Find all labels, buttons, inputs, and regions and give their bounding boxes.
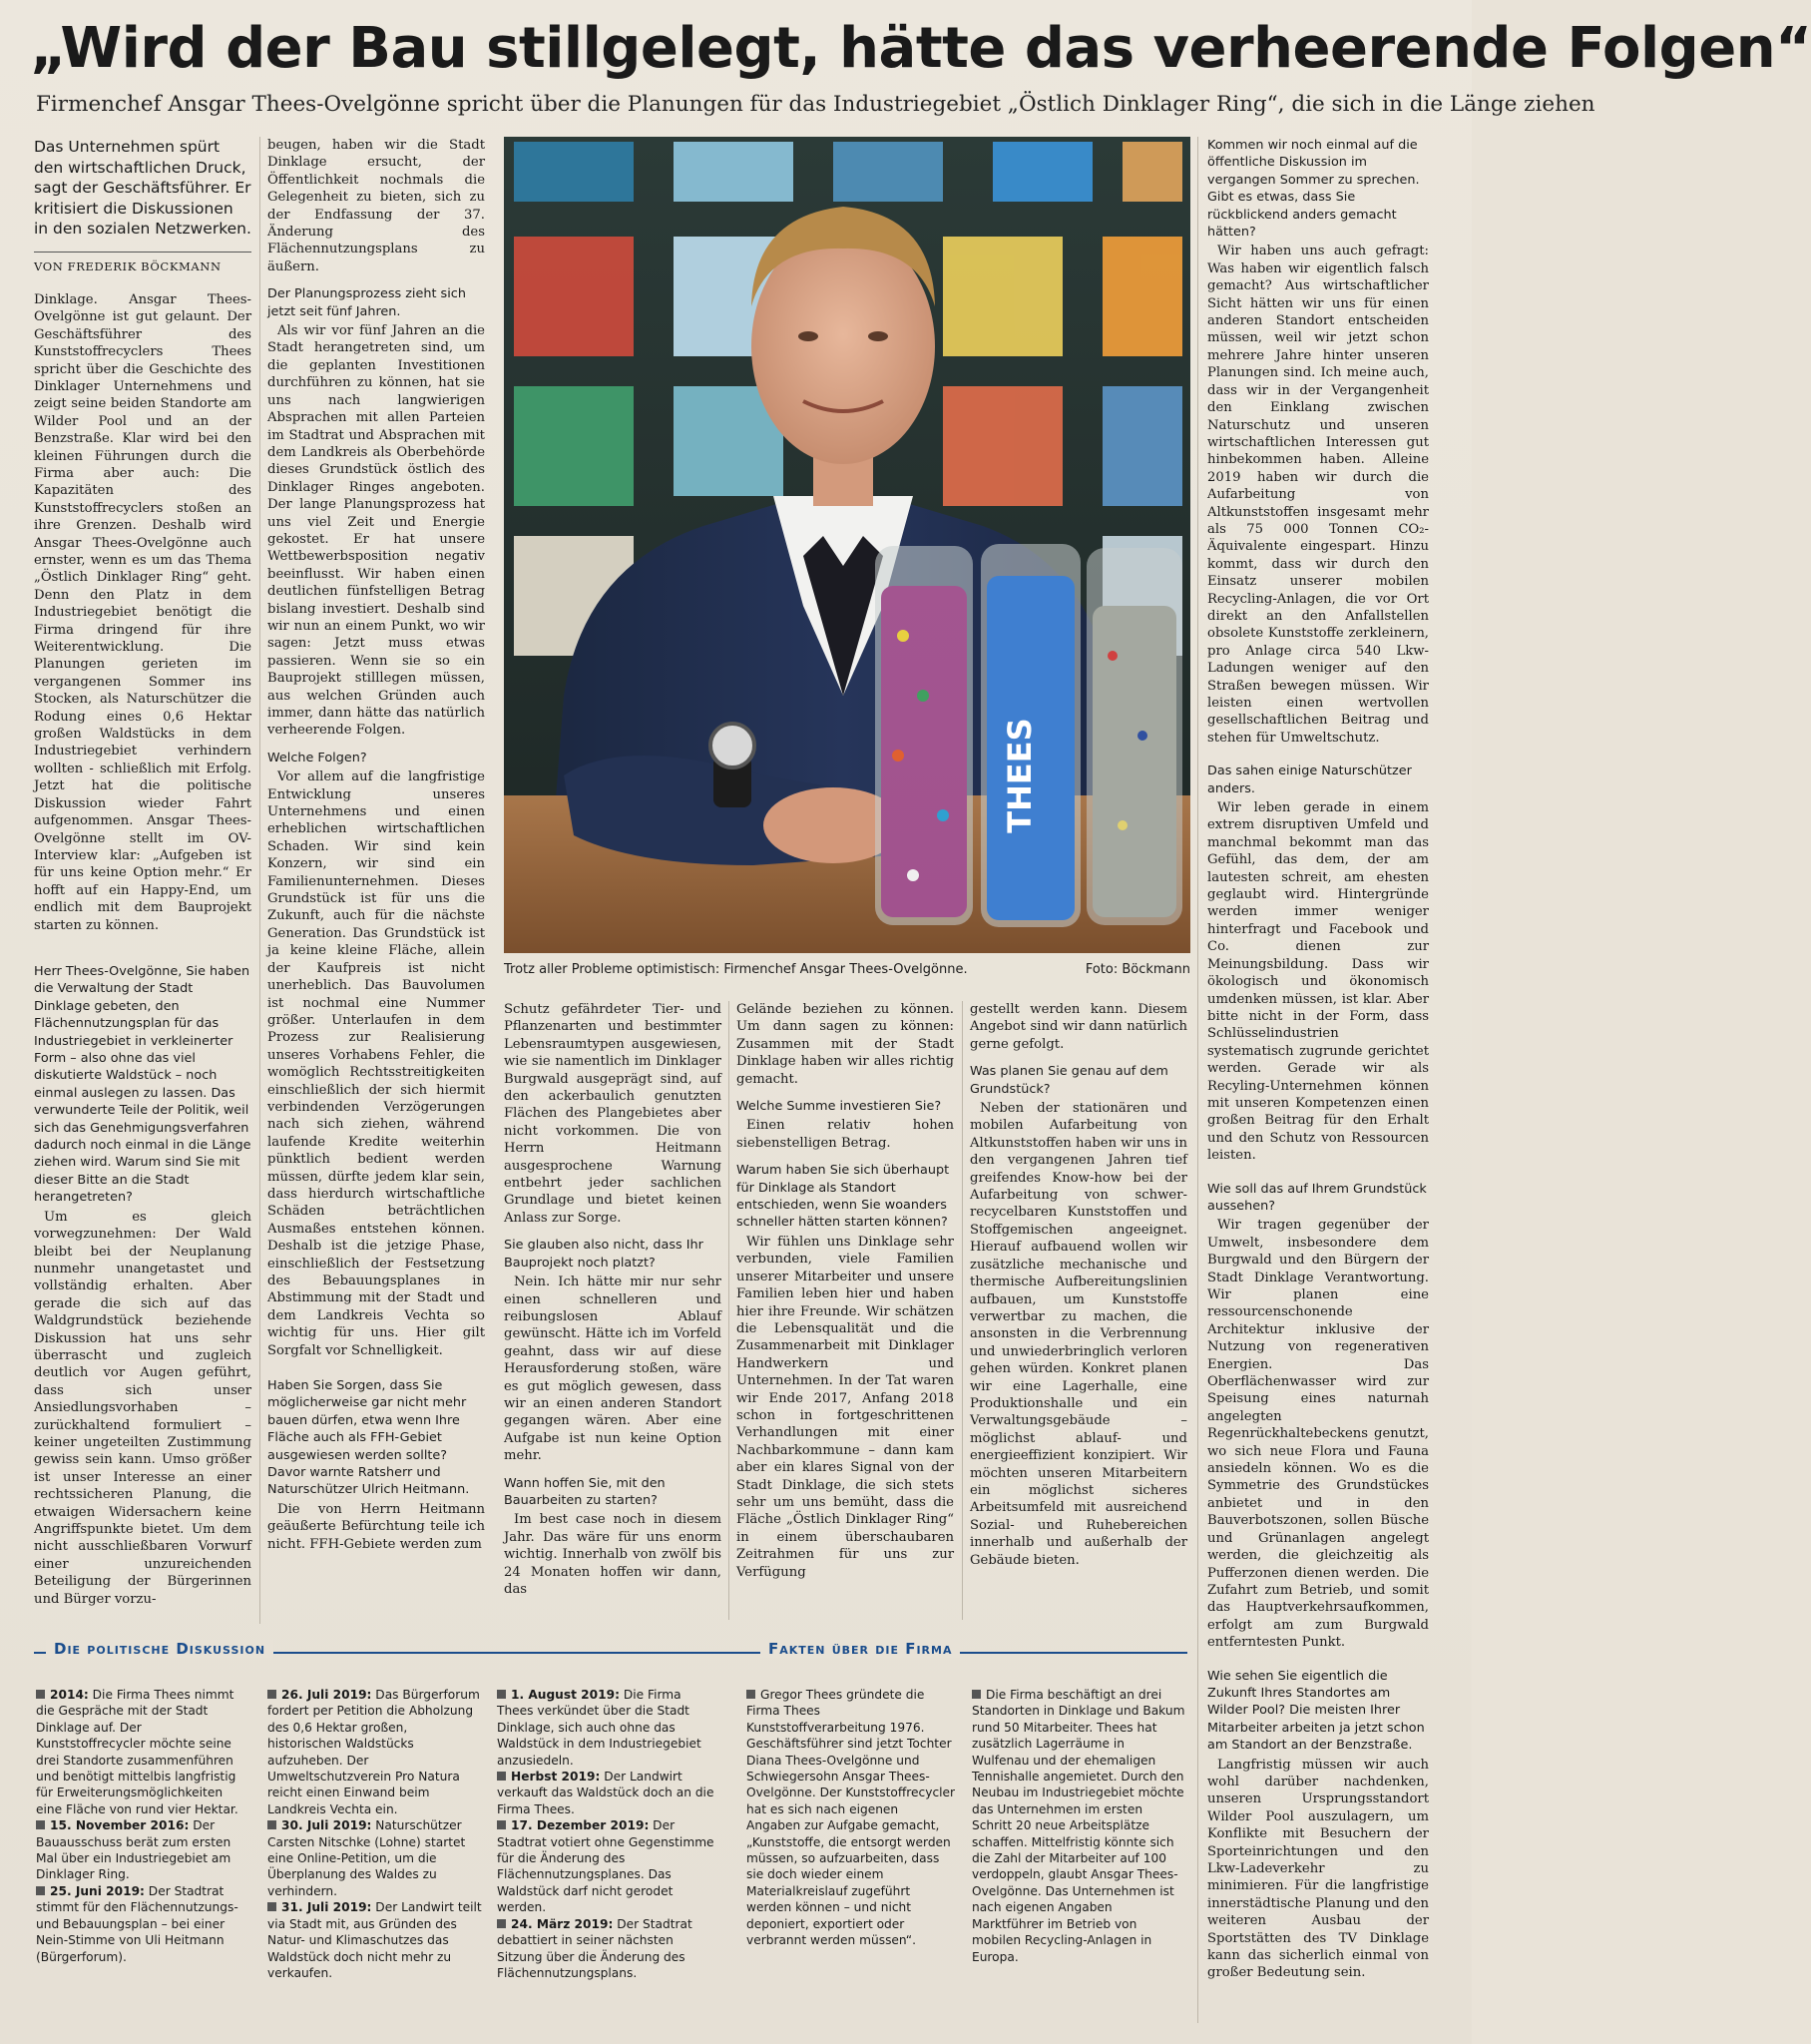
answer: Wir leben gerade in einem extrem disruptiven Umfeld und manchmal bekommt man das Gefühl, das dem, der am lautesten schreit, am ehesten geglaubt wird. Hintergründe werden immer weniger hinterfragt und Facebook und Co. dienen zur Meinungsbildung. Dass wir ökologisch und ökonomisch umdenken müssen, ist klar. Aber bitte nicht in der Form, dass Schlüsselindustrien systematisch zugrunde gerichtet werden. Gerade wir als Recyling-Unternehmen können mit unseren Kompetenzen einen großen Beitrag für den Erhalt und den Schutz von Ressourcen leisten. [1207, 800, 1429, 1164]
intro-paragraph: Dinklage. Ansgar Thees-Ovelgönne ist gut gelaunt. Der Geschäftsführer des Kunststoffrecyclers Thees spricht über die Geschichte des Dinklager Unternehmens und zeigt seine beiden Standorte am Wilder Pool und an der Benzstraße. Klar wird bei den kleinen Führungen durch die Firma aber auch: Die Kapazitäten des Kunststoffrecyclers stoßen an ihre Grenzen. Deshalb wird Ansgar Thees-Ovelgönne auch ernster, wenn es um das Thema „Östlich Dinklager Ring“ geht. Denn den Platz in dem Industriegebiet benötigt die Firma dringend für ihre Weiterentwicklung. Die Planungen gerieten im vergangenen Sommer ins Stocken, als Naturschützer die Rodung eines 0,6 Hektar großen Waldstücks in dem Industriegebiet verhindern wollten - schließlich mit Erfolg. Jetzt hat die politische Diskussion wieder Fahrt aufgenommen. Ansgar Thees-Ovelgönne stellt im OV-Interview klar: „Aufgeben ist für uns keine Option mehr.“ Er hofft auf ein Happy-End, um endlich mit dem Bauprojekt starten zu können. [34, 291, 251, 933]
recycling-bottles [875, 544, 1182, 927]
question: Haben Sie Sorgen, dass Sie möglicherweise gar nicht mehr bauen dürfen, etwa wenn Ihre Fläche auch als FFH-Gebiet ausgewiesen werden sollte? Davor warnte Ratsherr und Naturschützer Ulrich Heitmann. [267, 1378, 470, 1498]
timeline-column-2 [267, 1687, 482, 2031]
column-1 [34, 137, 251, 955]
answer: Im best case noch in diesem Jahr. Das wäre für uns enorm wichtig. Innerhalb von zwölf bis 24 Monaten hoffen wir dann, das [504, 1512, 721, 1597]
answer: Vor allem auf die langfristige Entwicklung unseres Unternehmens und einen erheblichen wirtschaftlichen Schaden. Wir sind kein Konzern, wir sind ein Familienunternehmen. Dieses Grundstück ist für uns die Zukunft, auch für die nächste Generation. Das Grundstück ist ja keine kleine Fläche, allein der Kaufpreis ist nicht unerheblich. Das Bauvolumen ist nochmal eine Nummer größer. Unterlaufen in dem Prozess zur Realisierung unseres Vorhabens Fehler, die womöglich Rechtsstreitigkeiten einschließlich der sich hiermit verbindenden Verzögerungen nach sich ziehen, während laufende Kredite weiterhin pünktlich bedient werden müssen, dürfte jedem klar sein, dass hierdurch wirtschaftliche Schäden beträchtlichen Ausmaßes entstehen können. Deshalb ist die jetzige Phase, einschließlich der Festsetzung des Bebauungsplanes in Abstimmung mit der Stadt und dem Landkreis Vechta so wichtig für uns. Hier gilt Sorgfalt vor Schnelligkeit. [267, 769, 485, 1358]
facts-text: Die Firma beschäftigt an drei Standorten in Dinklage und Bakum rund 50 Mitarbeiter. Thees hat zusätzlich Lagerräume in Wulfenau und der ehemaligen Tennishalle angemietet. Durch den Neubau im Industriegebiet möchte das Unternehmen im ersten Schritt 20 neue Arbeitsplätze schaffen. Mittelfristig könnte sich die Zahl der Mitarbeiter auf 100 verdoppeln, glaubt Ansgar Thees-Ovelgönne. Das Unternehmen ist nach eigenen Angaben Marktführer im Betrieb von mobilen Recycling-Anlagen in Europa. [972, 1688, 1185, 1964]
photo-illustration [504, 137, 1190, 953]
timeline-item: 2014: Die Firma Thees nimmt die Gespräche mit der Stadt Dinklage auf. Der Kunststoffrecycler möchte seine drei Standorte zusammenführen und benötigt mittelbis langfristig für Erweiterungsmöglichkeiten eine Fläche von rund vier Hektar. [36, 1688, 238, 1816]
answer: Nein. Ich hätte mir nur sehr einen schnelleren und reibungslosen Ablauf gewünscht. Hätte ich im Vorfeld geahnt, dass wir auf diese Herausforderung stoßen, wäre es gut möglich gewesen, dass wir an einen anderen Standort gegangen wären. Aber eine Aufgabe ist nun keine Option mehr. [504, 1275, 721, 1464]
column-4 [736, 1001, 954, 1622]
paragraph: Gelände beziehen zu können. Um dann sagen zu können: Zusammen mit der Stadt Dinklage haben wir alles richtig gemacht. [736, 1002, 954, 1087]
bullet-square-icon [267, 1820, 276, 1829]
column-5 [970, 1001, 1187, 1622]
timeline-item: 15. November 2016: Der Bauausschuss berät zum ersten Mal über ein Industriegebiet am Dinklager Ring. [36, 1818, 231, 1882]
timeline-item: 24. März 2019: Der Stadtrat debattiert in seiner nächsten Sitzung über die Änderung des Flächennutzungsplans. [497, 1916, 692, 1980]
bullet-square-icon [497, 1772, 506, 1781]
bullet-square-icon [497, 1820, 506, 1829]
bullet-square-icon [267, 1690, 276, 1699]
byline: VON FREDERIK BÖCKMANN [34, 252, 251, 275]
question: Sie glauben also nicht, dass Ihr Bauprojekt noch platzt? [504, 1238, 703, 1271]
timeline-item: 1. August 2019: Die Firma Thees verkündet über die Stadt Dinklage, sich auch ohne das Waldstück in dem Industriegebiet anzusiedeln. [497, 1688, 701, 1768]
timeline-item: 26. Juli 2019: Das Bürgerforum fordert per Petition die Abholzung des 0,6 Hektar großen, historischen Waldstücks aufzuheben. Der Umweltschutzverein Pro Natura reicht einen Einwand beim Landkreis Vechta ein. [267, 1688, 480, 1816]
answer: Neben der stationären und mobilen Aufarbeitung von Altkunststoffen haben wir uns in den vergangenen Jahren tief greifendes Know-how bei der Aufarbeitung von schwer-recycelbaren Kunststoffen und Stoffgemischen angeeignet. Hierauf aufbauend wollen wir zusätzliche mechanische und thermische Aufbereitungslinien aufbauen, um Kunststoffe verwertbar zu machen, die ansonsten in die Verbrennung und unwiederbringlich verloren gehen würden. Konkret planen wir eine Lagerhalle, eine Produktionshalle und ein Verwaltungsgebäude – möglichst ablauf- und energieeffizient konzipiert. Wir möchten unseren Mitarbeitern ein möglichst sicheres Arbeitsumfeld mit ausreichend Sozial- und Ruhebereichen innerhalb und außerhalb der Gebäude bieten. [970, 1101, 1187, 1568]
answer: Um es gleich vorwegzunehmen: Der Wald bleibt bei der Neuplanung nunmehr unangetastet und vollständig erhalten. Aber gerade die sich auf das Waldgrundstück beziehende Diskussion hat uns sehr überrascht und zugleich deutlich vor Augen geführt, dass sich unser Ansiedlungsvorhaben – zurückhaltend formuliert – keiner ungeteilten Zustimmung gewiss sein kann. Umso größer ist unser Interesse an einer rechtssicheren Planung, die etwaigen Widersachern keine Angriffspunkte bietet. Um dem nicht ausschließbaren Vorwurf einer unzureichenden Beteiligung der Bürgerinnen und Bürger vorzu- [34, 1209, 251, 1607]
bullet-square-icon [267, 1902, 276, 1911]
facts-column-2 [972, 1687, 1185, 2031]
question: Der Planungsprozess zieht sich jetzt seit fünf Jahren. [267, 286, 466, 319]
answer: Wir haben uns auch gefragt: Was haben wir eigentlich falsch gemacht? Aus wirtschaftlicher Sicht hätten wir uns für einen anderen Standort entscheiden müssen, weil wir jetzt schon mehrere Jahre hinter unseren Planungen sind. Ich meine auch, dass wir in der Vergangenheit den Einklang zwischen Naturschutz und unseren wirtschaftlichen Interessen gut hinbekommen haben. Alleine 2019 haben wir durch die Aufarbeitung von Altkunststoffen insgesamt mehr als 75 000 Tonnen CO₂-Äquivalente eingespart. Hinzu kommt, dass wir durch den Einsatz unserer mobilen Recycling-Anlagen, die vor Ort direkt an den Anfallstellen obsolete Kunststoffe zerkleinern, pro Anlage circa 540 Lkw-Ladungen weniger auf den Straßen bewegen müssen. Wir leisten einen wertvollen gesellschaftlichen Beitrag und stehen für Umweltschutz. [1207, 244, 1429, 746]
column-6 [1207, 137, 1429, 2023]
question: Herr Thees-Ovelgönne, Sie haben die Verwaltung der Stadt Dinklage gebeten, den Flächennutzungsplan für das Industriegebiet in verkleinerter Form – also ohne das viel diskutierte Waldstück – noch einmal auslegen zu lassen. Das verwunderte Teile der Politik, weil sich das Genehmigungsverfahren dadurch noch einmal in die Länge ziehen wird. Warum sind Sie mit dieser Bitte an die Stadt herangetreten? [34, 964, 251, 1206]
column-2 [267, 137, 485, 1364]
timeline-item: 30. Juli 2019: Naturschützer Carsten Nitschke (Lohne) startet eine Online-Petition, um die Überplanung des Waldes zu verhindern. [267, 1818, 466, 1898]
box-title-fakten: Fakten über die Firma [760, 1640, 960, 1658]
photo-caption [504, 962, 1190, 977]
column-3 [504, 1001, 721, 1622]
bullet-square-icon [36, 1820, 45, 1829]
answer: Wir tragen gegenüber der Umwelt, insbesondere dem Burgwald und den Bürgern der Stadt Dinklage Verantwortung. Wir planen eine ressourcenschonende Architektur inklusive der Nutzung von regenerativen Energien. Das Oberflächenwasser wird zur Speisung eines naturnah angelegten Regenrückhaltebeckens genutzt, wo sich neue Flora und Fauna ansiedeln können. Wo es die Symmetrie des Grundstückes anbietet und in den Bauverbotszonen, sollen Büsche und Grünanlagen angelegt werden, die gleichzeitig als Pufferzonen dienen werden. Die Zufahrt zum Betrieb, und somit das Hauptverkehrsaufkommen, erfolgt am zum Burgwald entferntesten Punkt. [1207, 1218, 1429, 1651]
question: Kommen wir noch einmal auf die öffentliche Diskussion im vergangen Sommer zu sprechen. Gibt es etwas, dass Sie rückblickend anders gemacht hätten? [1207, 138, 1420, 241]
paragraph: gestellt werden kann. Diesem Angebot sind wir dann natürlich gerne gefolgt. [970, 1002, 1187, 1052]
question: Wie soll das auf Ihrem Grundstück aussehen? [1207, 1181, 1427, 1214]
column-divider [259, 137, 260, 1624]
paragraph: Schutz gefährdeter Tier- und Pflanzenarten und bestimmter Lebensraumtypen ausgewiesen, wie sie namentlich im Dinklager Burgwald ausgeprägt sind, auf den ackerbaulich genutzten Flächen des Plangebietes aber nicht vorkommen. Die von Herrn Heitmann ausgesprochene Warnung entbehrt jeder sachlichen Grundlage und bietet keinen Anlass zur Sorge. [504, 1002, 721, 1226]
answer: Als wir vor fünf Jahren an die Stadt herangetreten sind, um die geplanten Investitionen durchführen zu können, hat sie uns nach langwierigen Absprachen mit allen Parteien im Stadtrat und Absprachen mit dem Landkreis als Oberbehörde dieses Grundstück östlich des Dinklager Ringes angeboten. Der lange Planungsprozess hat uns viel Zeit und Energie gekostet. Er hat unsere Wettbewerbsposition negativ beeinflusst. Wir haben einen deutlichen fünfstelligen Betrag bislang investiert. Deshalb sind wir nun an einem Punkt, wo wir sagen: Jetzt muss etwas passieren. Wenn sie so ein Bauprojekt stilllegen müssen, aus welchen Gründen auch immer, dann hätte das natürlich verheerende Folgen. [267, 323, 485, 739]
question: Was planen Sie genau auf dem Grundstück? [970, 1064, 1168, 1097]
column-1-lower [34, 963, 251, 1622]
bullet-square-icon [36, 1690, 45, 1699]
column-divider [1197, 137, 1198, 2023]
timeline-item: 25. Juni 2019: Der Stadtrat stimmt für den Flächennutzungs- und Bebauungsplan – bei einer Nein-Stimme von Uli Heitmann (Bürgerforum). [36, 1883, 238, 1964]
column-divider [728, 1001, 729, 1620]
timeline-item: 31. Juli 2019: Der Landwirt teilt via Stadt mit, aus Gründen des Natur- und Klimaschutzes das Waldstück doch nicht mehr zu verkaufen. [267, 1900, 482, 1980]
answer: Wir fühlen uns Dinklage sehr verbunden, viele Familien unserer Mitarbeiter und unsere Familien leben hier und haben hier ihre Freunde. Wir schätzen die Lebensqualität und die Zusammenarbeit mit Dinklager Handwerkern und Unternehmen. In der Tat waren wir Ende 2017, Anfang 2018 schon in fortgeschrittenen Verhandlungen mit einer Nachbarkommune – dann kam aber ein klares Signal von der Stadt Dinklage, die sich stets sehr um uns bemüht, dass die Fläche „Östlich Dinklager Ring“ in einem überschaubaren Zeitrahmen für uns zur Verfügung [736, 1234, 954, 1580]
column-divider [962, 1001, 963, 1620]
facts-column-1 [746, 1687, 956, 2031]
question: Warum haben Sie sich überhaupt für Dinklage als Standort entschieden, wenn Sie woanders schneller hätten starten können? [736, 1163, 950, 1231]
question: Welche Summe investieren Sie? [736, 1099, 942, 1115]
portrait-photo [504, 137, 1190, 953]
answer: Langfristig müssen wir auch wohl darüber nachdenken, unseren Ursprungsstandort Wilder Pool auszulagern, um Konflikte mit Besuchern der Sporteinrichtungen und den Lkw-Ladeverkehr zu minimieren. Für die langfristige innerstädtische Planung und den weiteren Ausbau der Sportstätten des TV Dinklage kann das sicherlich einmal von großer Bedeutung sein. [1207, 1757, 1429, 1981]
headline: „Wird der Bau stillgelegt, hätte das verheerende Folgen“ [30, 16, 1811, 81]
paragraph: beugen, haben wir die Stadt Dinklage ersucht, der Öffentlichkeit nochmals die Gelegenheit zu bieten, sich zu der Endfassung der 37. Änderung des Flächennutzungsplans zu äußern. [267, 138, 485, 274]
question: Welche Folgen? [267, 750, 367, 766]
lead-text: Das Unternehmen spürt den wirtschaftlichen Druck, sagt der Geschäftsführer. Er kritisiert die Diskussionen in den sozialen Netzwerken. [34, 138, 251, 238]
question: Das sahen einige Naturschützer anders. [1207, 764, 1412, 796]
bullet-square-icon [36, 1886, 45, 1895]
caption-text: Trotz aller Probleme optimistisch: Firmenchef Ansgar Thees-Ovelgönne. [504, 962, 968, 977]
bullet-square-icon [746, 1690, 755, 1699]
timeline-column-1 [36, 1687, 247, 2031]
bottle-brand: THEES [1001, 718, 1039, 833]
bullet-square-icon [497, 1690, 506, 1699]
timeline-item: 17. Dezember 2019: Der Stadtrat votiert ohne Gegenstimme für die Änderung des Flächennutzungsplanes. Das Waldstück darf nicht gerodet werden. [497, 1818, 714, 1915]
facts-text: Gregor Thees gründete die Firma Thees Kunststoffverarbeitung 1976. Geschäftsführer sind jetzt Tochter Diana Thees-Ovelgönne und Schwiegersohn Ansgar Thees-Ovelgönne. Der Kunststoffrecycler hat es sich nach eigenen Angaben zur Aufgabe gemacht, „Kunststoffe, die entsorgt werden müssen, so aufzuarbeiten, dass sie doch wieder einem Materialkreislauf zugeführt werden können – und nicht deponiert, exportiert oder verbrannt werden müssen“. [746, 1688, 956, 1948]
column-2-lower [267, 1377, 485, 1622]
answer: Einen relativ hohen siebenstelligen Betrag. [736, 1118, 954, 1151]
timeline-item: Herbst 2019: Der Landwirt verkauft das Waldstück doch an die Firma Thees. [497, 1770, 714, 1816]
answer: Die von Herrn Heitmann geäußerte Befürchtung teile ich nicht. FFH-Gebiete werden zum [267, 1501, 485, 1552]
bullet-square-icon [497, 1919, 506, 1928]
box-title-diskussion: Die politische Diskussion [46, 1640, 273, 1658]
question: Wann hoffen Sie, mit den Bauarbeiten zu starten? [504, 1475, 666, 1508]
bullet-square-icon [972, 1690, 981, 1699]
question: Wie sehen Sie eigentlich die Zukunft Ihres Standortes am Wilder Pool? Die meisten Ihrer Mitarbeiter arbeiten ja jetzt schon am Standort an der Benzstraße. [1207, 1668, 1425, 1754]
subheadline: Firmenchef Ansgar Thees-Ovelgönne spricht über die Planungen für das Industriegebiet „Östlich Dinklager Ring“, die sich in die Länge ziehen [36, 92, 1595, 117]
photo-credit: Foto: Böckmann [1085, 962, 1190, 977]
timeline-column-3 [497, 1687, 714, 2031]
